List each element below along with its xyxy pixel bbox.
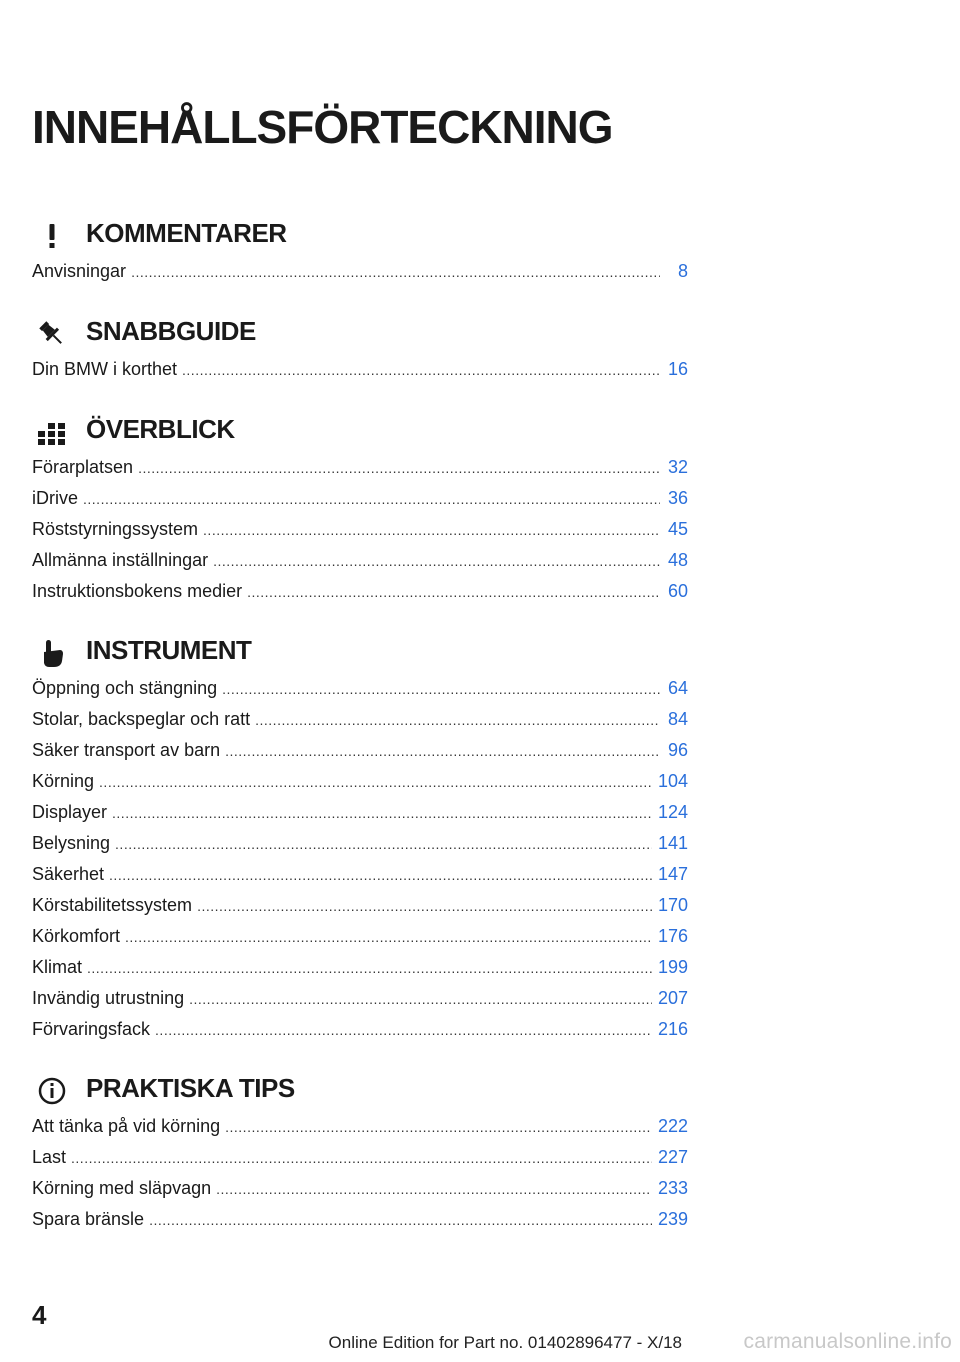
dot-leader [225,736,660,767]
grid-icon [36,416,68,448]
entry-list [32,1111,688,1235]
toc-entry[interactable] [32,1173,688,1204]
toc-entry[interactable] [32,673,688,704]
toc-entry-label: Last [32,1147,67,1167]
toc-entry-page-link[interactable]: 45 [667,519,688,539]
section-header [32,314,688,354]
toc-entry-label: Körkomfort [32,926,121,946]
dot-leader [216,1174,652,1205]
toc-entry-page-link[interactable]: 176 [657,926,688,946]
toc-entry-page-link[interactable]: 84 [667,709,688,729]
toc-entry[interactable] [32,859,688,890]
watermark: carmanualsonline.info [743,1330,952,1353]
dot-leader [225,1112,652,1143]
dot-leader [83,484,660,515]
dot-leader [213,546,660,577]
toc-entry-label: Anvisningar [32,261,127,281]
toc-entry-page-link[interactable]: 16 [667,359,688,379]
hand-pointer-icon [36,637,68,669]
toc-entry[interactable] [32,766,688,797]
section-header [32,216,688,256]
toc-entry[interactable] [32,452,688,483]
entry-list [32,354,688,385]
dot-leader [112,798,652,829]
dot-leader [255,705,660,736]
dot-leader [99,767,652,798]
toc-entry-label: Öppning och stängning [32,678,218,698]
toc-entry[interactable] [32,828,688,859]
toc-entry-page-link[interactable]: 36 [667,488,688,508]
toc-entry[interactable] [32,1142,688,1173]
toc-entry[interactable] [32,983,688,1014]
pin-icon [36,318,68,350]
exclamation-icon [36,220,68,252]
toc-entry-page-link[interactable]: 60 [667,581,688,601]
toc-entry[interactable] [32,514,688,545]
section-instrument [32,633,688,1045]
toc-entry-page-link[interactable]: 64 [667,678,688,698]
page-number: 4 [32,1300,47,1330]
section-snabbguide [32,314,688,385]
toc-entry[interactable] [32,797,688,828]
toc-entry[interactable] [32,890,688,921]
toc-entry-label: Displayer [32,802,108,822]
section-overblick [32,412,688,607]
dot-leader [138,453,660,484]
toc-entry-page-link[interactable]: 170 [657,895,688,915]
toc-entry-label: Körning [32,771,95,791]
toc-entry-label: Förarplatsen [32,457,134,477]
toc-entry-page-link[interactable]: 199 [657,957,688,977]
toc-entry-label: Säkerhet [32,864,105,884]
toc-entry-label: Invändig utrustning [32,988,185,1008]
section-header [32,1071,688,1111]
info-icon [36,1075,68,1107]
toc-entry[interactable] [32,354,688,385]
toc-entry-page-link[interactable]: 96 [667,740,688,760]
section-title: INSTRUMENT [86,635,252,665]
toc-entry-page-link[interactable]: 32 [667,457,688,477]
toc-entry-label: Stolar, backspeglar och ratt [32,709,251,729]
section-praktiska-tips [32,1071,688,1235]
toc-entry-label: Säker transport av barn [32,740,221,760]
toc-entry-page-link[interactable]: 239 [657,1209,688,1229]
toc-entry-label: Att tänka på vid körning [32,1116,221,1136]
toc-entry-page-link[interactable]: 233 [657,1178,688,1198]
toc-entry-page-link[interactable]: 48 [667,550,688,570]
dot-leader [155,1015,652,1046]
toc-entry-label: iDrive [32,488,79,508]
toc-entry-page-link[interactable]: 147 [657,864,688,884]
toc-entry-label: Körstabilitetssystem [32,895,193,915]
dot-leader [247,577,660,608]
entry-list [32,673,688,1045]
toc-entry[interactable] [32,952,688,983]
dot-leader [71,1143,652,1174]
toc-entry-label: Spara bränsle [32,1209,145,1229]
section-header [32,633,688,673]
section-kommentarer [32,216,688,287]
toc-entry-label: Körning med släpvagn [32,1178,212,1198]
toc-entry-label: Klimat [32,957,83,977]
toc-entry[interactable] [32,921,688,952]
toc-entry-page-link[interactable]: 104 [657,771,688,791]
toc-entry-page-link[interactable]: 141 [657,833,688,853]
entry-list [32,452,688,607]
toc-entry-label: Din BMW i korthet [32,359,178,379]
toc-entry-label: Förvaringsfack [32,1019,151,1039]
toc-entry[interactable] [32,1111,688,1142]
dot-leader [125,922,652,953]
dot-leader [109,860,652,891]
section-title: KOMMENTARER [86,218,287,248]
dot-leader [203,515,660,546]
section-title: SNABBGUIDE [86,316,256,346]
toc-entry-page-link[interactable]: 227 [657,1147,688,1167]
dot-leader [87,953,652,984]
section-title: PRAKTISKA TIPS [86,1073,295,1103]
section-title: ÖVERBLICK [86,414,235,444]
toc-entry-label: Allmänna inställningar [32,550,209,570]
toc-entry[interactable] [32,576,688,607]
dot-leader [149,1205,652,1236]
toc-entry[interactable] [32,1204,688,1235]
entry-list [32,256,688,287]
toc-entry-page-link[interactable]: 216 [657,1019,688,1039]
dot-leader [222,674,660,705]
section-header [32,412,688,452]
toc-entry-page-link[interactable]: 207 [657,988,688,1008]
toc-entry[interactable] [32,735,688,766]
toc-entry-page-link[interactable]: 124 [657,802,688,822]
edition-footer: Online Edition for Part no. 01402896477 - X/18 [328,1333,682,1352]
page-title: INNEHÅLLSFÖRTECKNING [32,101,613,153]
dot-leader [115,829,652,860]
toc-entry-label: Röststyrningssystem [32,519,199,539]
toc-entry[interactable] [32,704,688,735]
toc-entry-label: Instruktionsbokens medier [32,581,243,601]
toc-entry[interactable] [32,483,688,514]
toc-entry[interactable] [32,1014,688,1045]
dot-leader [182,355,660,386]
dot-leader [131,257,660,288]
dot-leader [189,984,652,1015]
toc-entry-page-link[interactable]: 222 [657,1116,688,1136]
toc-entry-page-link[interactable]: 8 [677,261,688,281]
toc-entry-label: Belysning [32,833,111,853]
toc-entry[interactable] [32,256,688,287]
toc-entry[interactable] [32,545,688,576]
dot-leader [197,891,652,922]
